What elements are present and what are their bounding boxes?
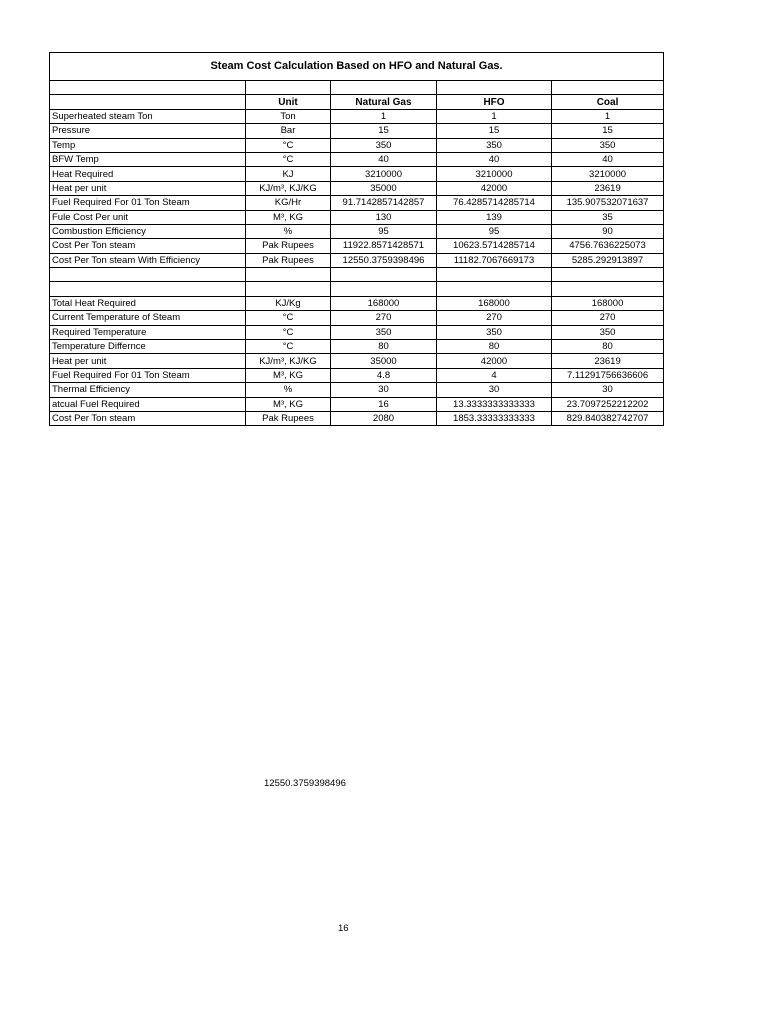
cell-value: 168000 xyxy=(331,296,437,310)
cell-value: 30 xyxy=(331,383,437,397)
cell-value: 12550.3759398496 xyxy=(331,253,437,267)
row-label: Thermal Efficiency xyxy=(50,383,246,397)
table-row xyxy=(50,124,664,138)
cell-value: 10623.5714285714 xyxy=(437,239,552,253)
stray-value: 12550.3759398496 xyxy=(264,778,346,789)
cell-value: 829.840382742707 xyxy=(552,411,664,425)
cell-value: 11922.8571428571 xyxy=(331,239,437,253)
cell-value: 139 xyxy=(437,210,552,224)
row-label: Pressure xyxy=(50,124,246,138)
cell-value: 76.4285714285714 xyxy=(437,196,552,210)
cell-value: 42000 xyxy=(437,354,552,368)
table-row xyxy=(50,224,664,238)
row-label: Current Temperature of Steam xyxy=(50,311,246,325)
row-label: Superheated steam Ton xyxy=(50,109,246,123)
cell-value: 40 xyxy=(437,152,552,166)
row-label: Total Heat Required xyxy=(50,296,246,310)
table-row xyxy=(50,196,664,210)
cell-value: 270 xyxy=(552,311,664,325)
cell-value: 15 xyxy=(331,124,437,138)
row-label: Required Temperature xyxy=(50,325,246,339)
cell-value: °C xyxy=(246,325,331,339)
cell-value: 135.907532071637 xyxy=(552,196,664,210)
row-label: Cost Per Ton steam xyxy=(50,239,246,253)
cell-value: % xyxy=(246,224,331,238)
cell-value: Ton xyxy=(246,109,331,123)
table-row xyxy=(50,138,664,152)
row-label: Fuel Required For 01 Ton Steam xyxy=(50,196,246,210)
table-row xyxy=(50,109,664,123)
cell-value: 3210000 xyxy=(437,167,552,181)
cell-value: 270 xyxy=(437,311,552,325)
row-label: Cost Per Ton steam With Efficiency xyxy=(50,253,246,267)
table-row xyxy=(50,325,664,339)
cell-value: 168000 xyxy=(552,296,664,310)
table-row xyxy=(50,411,664,425)
table-row xyxy=(50,239,664,253)
header-row xyxy=(50,95,664,109)
row-label: Fule Cost Per unit xyxy=(50,210,246,224)
cell-value: M³, KG xyxy=(246,397,331,411)
table-row xyxy=(50,354,664,368)
table-row xyxy=(50,311,664,325)
cell-value: 16 xyxy=(331,397,437,411)
cell-value: 42000 xyxy=(437,181,552,195)
row-label: atcual Fuel Required xyxy=(50,397,246,411)
table-row xyxy=(50,181,664,195)
cell-value: 3210000 xyxy=(331,167,437,181)
row-label: Temperature Differnce xyxy=(50,340,246,354)
cell-value: KJ/m³, KJ/KG xyxy=(246,181,331,195)
cell-value: 350 xyxy=(552,138,664,152)
cell-value: 1 xyxy=(552,109,664,123)
cell-value: 1 xyxy=(331,109,437,123)
row-label: Heat per unit xyxy=(50,354,246,368)
row-label: Heat Required xyxy=(50,167,246,181)
cell-value: 4 xyxy=(437,368,552,382)
cell-value: KJ/Kg xyxy=(246,296,331,310)
table-row xyxy=(50,397,664,411)
cell-value: 95 xyxy=(437,224,552,238)
cell-value: KG/Hr xyxy=(246,196,331,210)
table-title: Steam Cost Calculation Based on HFO and Natural Gas. xyxy=(50,53,664,81)
cell-value: 350 xyxy=(437,325,552,339)
table-row xyxy=(50,167,664,181)
table-row xyxy=(50,383,664,397)
blank-row xyxy=(50,81,664,95)
cell-value: 80 xyxy=(552,340,664,354)
cell-value: 11182.7067669173 xyxy=(437,253,552,267)
page-number: 16 xyxy=(338,923,349,934)
cell-value: % xyxy=(246,383,331,397)
table-row xyxy=(50,368,664,382)
header-coal: Coal xyxy=(552,95,664,109)
cell-value: 350 xyxy=(437,138,552,152)
row-label: Fuel Required For 01 Ton Steam xyxy=(50,368,246,382)
cell-value: 13.3333333333333 xyxy=(437,397,552,411)
cell-value: Pak Rupees xyxy=(246,239,331,253)
cell-value: °C xyxy=(246,138,331,152)
cell-value: 1 xyxy=(437,109,552,123)
row-label: BFW Temp xyxy=(50,152,246,166)
cell-value: 4.8 xyxy=(331,368,437,382)
steam-cost-table xyxy=(49,52,664,426)
blank-row xyxy=(50,282,664,296)
cell-value: 80 xyxy=(437,340,552,354)
cell-value: 350 xyxy=(331,325,437,339)
cell-value: M³, KG xyxy=(246,368,331,382)
cell-value: 35000 xyxy=(331,354,437,368)
cell-value: M³, KG xyxy=(246,210,331,224)
cell-value: 1853.33333333333 xyxy=(437,411,552,425)
cell-value: 30 xyxy=(437,383,552,397)
header-hfo: HFO xyxy=(437,95,552,109)
row-label: Combustion Efficiency xyxy=(50,224,246,238)
cell-value: 350 xyxy=(331,138,437,152)
cell-value: 7.11291756636606 xyxy=(552,368,664,382)
table-row xyxy=(50,210,664,224)
cell-value: 4756.7636225073 xyxy=(552,239,664,253)
cell-value: Pak Rupees xyxy=(246,411,331,425)
cell-value: 15 xyxy=(552,124,664,138)
table-row xyxy=(50,340,664,354)
cell-value: 2080 xyxy=(331,411,437,425)
cell-value: 35000 xyxy=(331,181,437,195)
row-label: Heat per unit xyxy=(50,181,246,195)
cell-value: °C xyxy=(246,340,331,354)
cell-value: 80 xyxy=(331,340,437,354)
cell-value: 35 xyxy=(552,210,664,224)
cell-value: Bar xyxy=(246,124,331,138)
cell-value: 30 xyxy=(552,383,664,397)
cell-value: KJ/m³, KJ/KG xyxy=(246,354,331,368)
table-row xyxy=(50,253,664,267)
header-natural-gas: Natural Gas xyxy=(331,95,437,109)
cell-value: 40 xyxy=(552,152,664,166)
cell-value: 23619 xyxy=(552,181,664,195)
table-row xyxy=(50,152,664,166)
header-unit: Unit xyxy=(246,95,331,109)
table-row xyxy=(50,296,664,310)
row-label: Temp xyxy=(50,138,246,152)
cell-value: KJ xyxy=(246,167,331,181)
cell-value: 350 xyxy=(552,325,664,339)
cell-value: Pak Rupees xyxy=(246,253,331,267)
cell-value: °C xyxy=(246,311,331,325)
cell-value: 15 xyxy=(437,124,552,138)
blank-row xyxy=(50,268,664,282)
row-label: Cost Per Ton steam xyxy=(50,411,246,425)
cell-value: 5285.292913897 xyxy=(552,253,664,267)
cell-value: 168000 xyxy=(437,296,552,310)
cell-value: 3210000 xyxy=(552,167,664,181)
cell-value: °C xyxy=(246,152,331,166)
cell-value: 95 xyxy=(331,224,437,238)
title-row xyxy=(50,53,664,81)
cell-value: 91.7142857142857 xyxy=(331,196,437,210)
cell-value: 23619 xyxy=(552,354,664,368)
cell-value: 90 xyxy=(552,224,664,238)
cell-value: 40 xyxy=(331,152,437,166)
cell-value: 23.7097252212202 xyxy=(552,397,664,411)
cell-value: 270 xyxy=(331,311,437,325)
header-blank xyxy=(50,95,246,109)
cell-value: 130 xyxy=(331,210,437,224)
